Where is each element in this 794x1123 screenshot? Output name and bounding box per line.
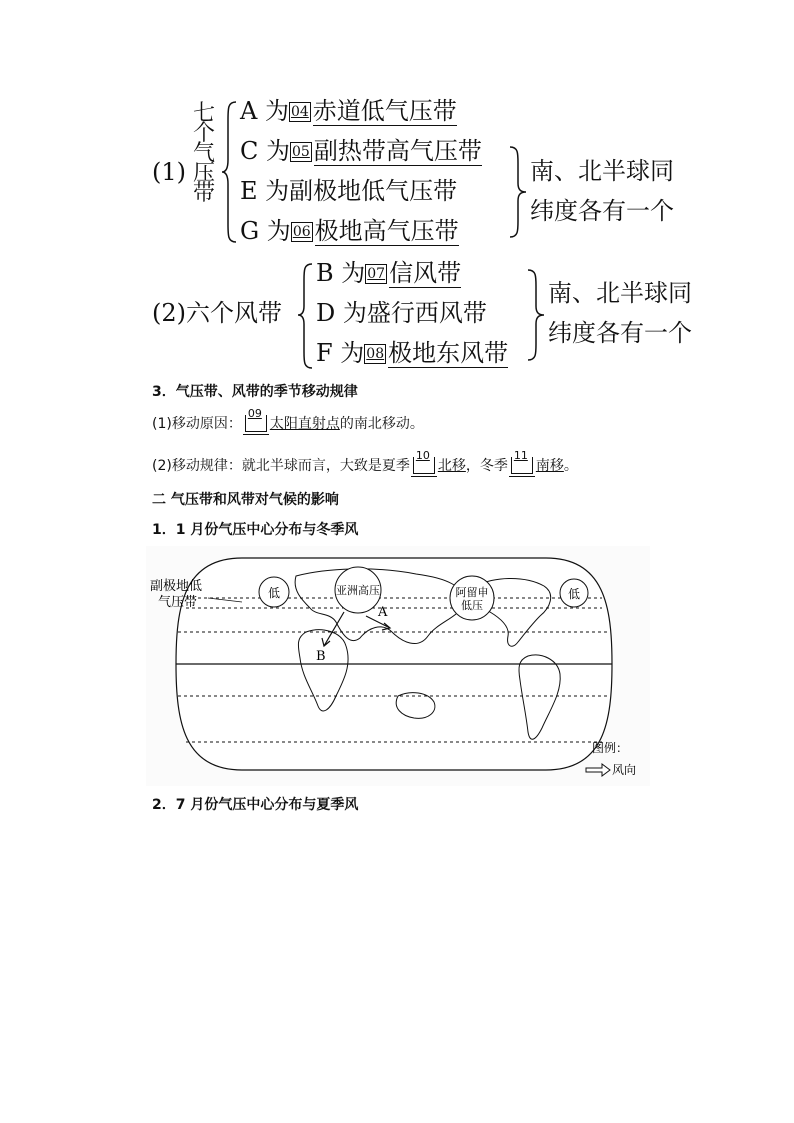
right-brace-1: [506, 145, 528, 240]
aleutian-low-label-1: 阿留申: [455, 586, 489, 599]
label-b: B: [316, 649, 326, 664]
section2-label: (2)六个风带: [152, 299, 282, 327]
item-e: E 为副极地低气压带: [240, 177, 458, 205]
left-brace-1: [220, 100, 240, 245]
side-label-1: 副极地低: [150, 579, 203, 594]
part2-sub2: 2．7 月份气压中心分布与夏季风: [152, 797, 359, 813]
asia-high-label: 亚洲高压: [336, 584, 380, 597]
part2-sub1: 1．1 月份气压中心分布与冬季风: [152, 522, 359, 538]
rule-cause: (1)移动原因： 09 太阳直射点的南北移动。: [152, 414, 424, 434]
legend-item: 风向: [612, 763, 637, 777]
blank-11: 11: [511, 457, 533, 474]
left-brace-2: [296, 262, 316, 370]
low-left-label: 低: [267, 586, 281, 600]
blank-10: 10: [413, 457, 435, 474]
low-right-label: 低: [567, 587, 581, 601]
item-g: G 为 06 极地高气压带: [240, 217, 459, 245]
rule-heading: 3．气压带、风带的季节移动规律: [152, 384, 358, 400]
right-brace-2: [524, 268, 546, 363]
item-b: B 为 07 信风带: [316, 259, 462, 287]
world-map-figure: [146, 546, 650, 786]
legend-title: 图例：: [592, 741, 629, 755]
item-d: D 为盛行西风带: [316, 299, 487, 327]
label-a: A: [378, 605, 388, 620]
blank-09: 09: [245, 415, 267, 432]
section1-label: (1): [152, 158, 186, 186]
note2-line2: 纬度各有一个: [548, 319, 692, 347]
aleutian-low-label-2: 低压: [461, 599, 483, 612]
part2-heading: 二 气压带和风带对气候的影响: [152, 492, 339, 508]
item-c: C 为 05 副热带高气压带: [240, 137, 482, 165]
group-title-vertical: 七 个 气 压 带: [192, 101, 215, 206]
side-label-2: 气压带: [158, 595, 198, 610]
note1-line2: 纬度各有一个: [530, 197, 674, 225]
item-f: F 为 08 极地东风带: [316, 339, 509, 367]
item-a: A 为 04 赤道低气压带: [240, 97, 457, 125]
rule-law: (2)移动规律：就北半球而言，大致是夏季 10 北移，冬季 11 南移。: [152, 456, 578, 476]
note1-line1: 南、北半球同: [530, 157, 674, 185]
note2-line1: 南、北半球同: [548, 279, 692, 307]
